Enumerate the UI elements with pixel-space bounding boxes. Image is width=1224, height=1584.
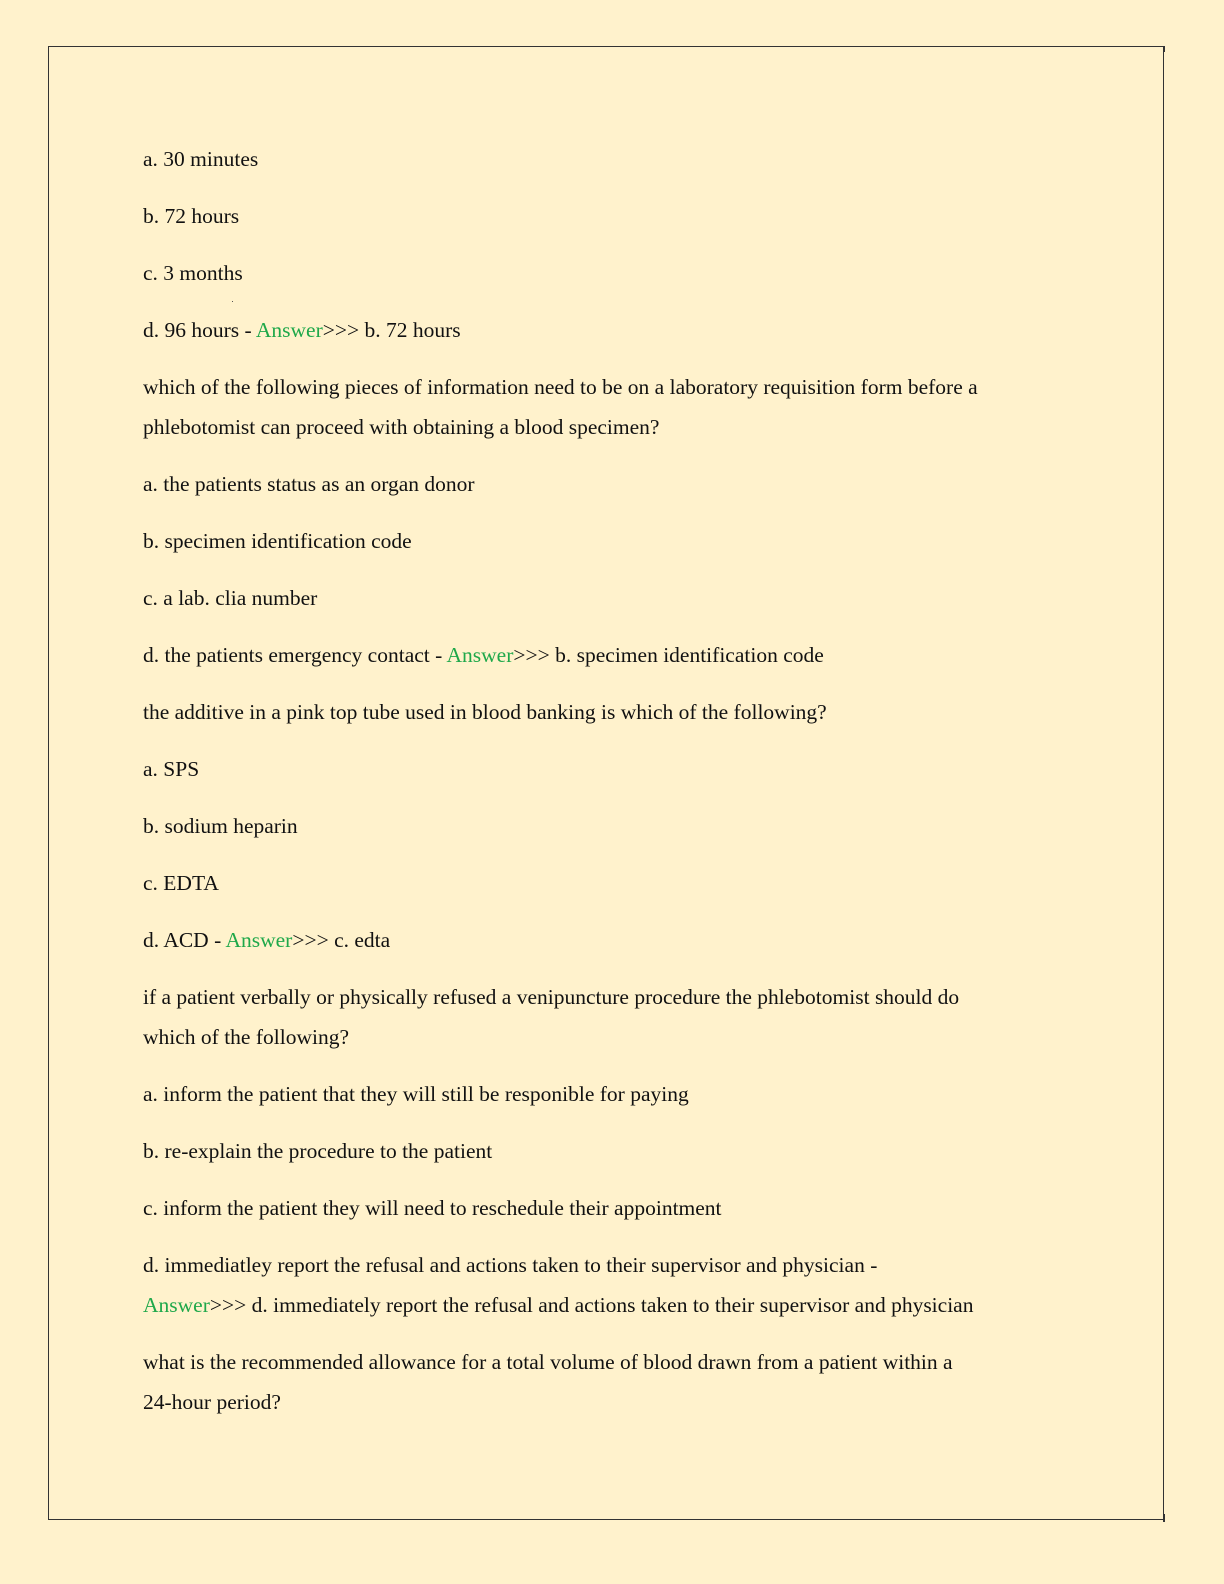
option-b: b. sodium heparin xyxy=(143,814,298,838)
answer-separator: >>> xyxy=(322,318,365,342)
question-text: the additive in a pink top tube used in blood banking is which of the following? xyxy=(143,700,827,724)
answer-label: Answer xyxy=(255,318,323,342)
answer-text: d. immediately report the refusal and actions taken to their supervisor and physician xyxy=(251,1293,974,1317)
option-d-with-answer xyxy=(143,920,1083,960)
question-text: what is the recommended allowance for a total volume of blood drawn from a patient within a xyxy=(143,1350,953,1374)
option-b: b. specimen identification code xyxy=(143,529,412,553)
answer-separator: >>> xyxy=(513,643,556,667)
option-a: a. the patients status as an organ donor xyxy=(143,472,475,496)
answer-text: b. 72 hours xyxy=(364,318,461,342)
option-d: d. 96 hours - xyxy=(143,318,256,342)
answer-text: b. specimen identification code xyxy=(555,643,824,667)
page-border-tick xyxy=(1163,1514,1165,1522)
answer-separator: >>> xyxy=(209,1293,252,1317)
option-c: c. 3 months xyxy=(143,261,243,285)
option-b: b. re-explain the procedure to the patient xyxy=(143,1139,493,1163)
option-c: c. EDTA xyxy=(143,871,219,895)
option-a: a. 30 minutes xyxy=(143,147,259,171)
option-d: d. immediatley report the refusal and actions taken to their supervisor and physician - xyxy=(143,1253,878,1277)
option-a: a. inform the patient that they will still be responible for paying xyxy=(143,1082,689,1106)
question-text-cont: 24-hour period? xyxy=(143,1390,281,1414)
answer-separator: >>> xyxy=(292,928,335,952)
page-border-tick xyxy=(1163,46,1165,52)
question-text-cont: which of the following? xyxy=(143,1025,349,1049)
option-d: d. the patients emergency contact - xyxy=(143,643,447,667)
answer-text: c. edta xyxy=(334,928,391,952)
option-d-with-answer xyxy=(143,310,1083,350)
option-c: c. inform the patient they will need to reschedule their appointment xyxy=(143,1196,722,1220)
answer-line xyxy=(143,1285,1083,1325)
answer-label: Answer xyxy=(143,1293,210,1317)
question-text: if a patient verbally or physically refused a venipuncture procedure the phlebotomist should do xyxy=(143,985,960,1009)
option-d: d. ACD - xyxy=(143,928,226,952)
option-b: b. 72 hours xyxy=(143,204,240,228)
option-a: a. SPS xyxy=(143,757,200,781)
question-text: which of the following pieces of information need to be on a laboratory requisition form before a xyxy=(143,375,978,399)
question-text-cont: phlebotomist can proceed with obtaining a blood specimen? xyxy=(143,415,660,439)
option-c: c. a lab. clia number xyxy=(143,586,318,610)
answer-label: Answer xyxy=(446,643,514,667)
question-list xyxy=(143,139,1083,1422)
answer-label: Answer xyxy=(225,928,293,952)
option-d-with-answer xyxy=(143,635,1083,675)
